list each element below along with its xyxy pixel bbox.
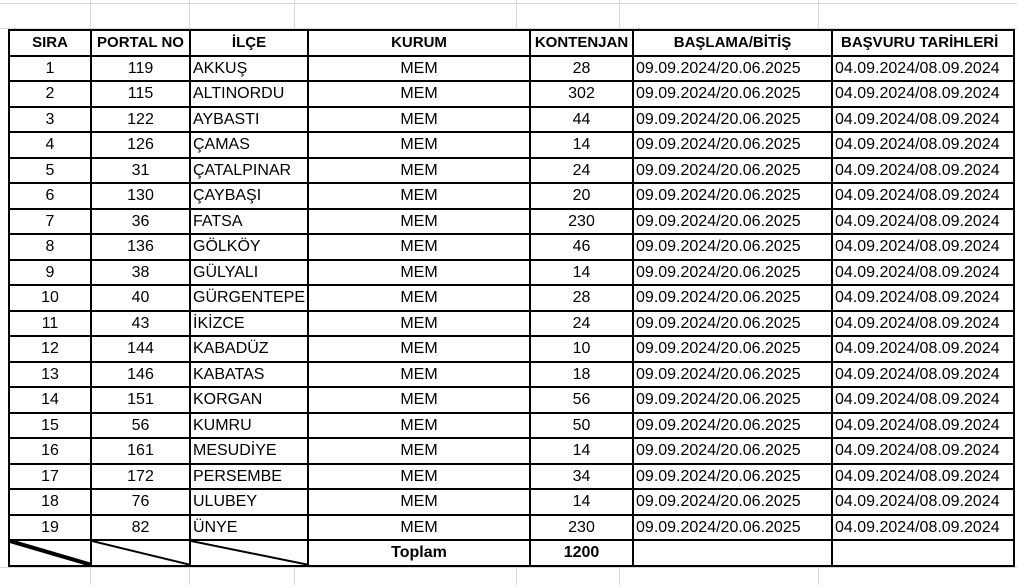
header-portal-no[interactable]: PORTAL NO (91, 30, 190, 56)
cell-basvuru-tarihleri[interactable]: 04.09.2024/08.09.2024 (832, 183, 1014, 209)
cell-sira[interactable]: 10 (9, 285, 91, 311)
diagonal-line-icon (92, 541, 189, 565)
table-row (9, 464, 1014, 490)
header-kontenjan[interactable]: KONTENJAN (530, 30, 633, 56)
cell-portal-no[interactable]: 136 (91, 234, 190, 260)
total-label[interactable]: Toplam (308, 540, 530, 566)
cell-portal-no[interactable]: 76 (91, 489, 190, 515)
cell-portal-no[interactable]: 82 (91, 515, 190, 541)
cell-sira[interactable]: 9 (9, 260, 91, 286)
cell-kontenjan[interactable]: 230 (530, 209, 633, 235)
cell-sira[interactable]: 4 (9, 132, 91, 158)
cell-baslama-bitis[interactable]: 09.09.2024/20.06.2025 (633, 234, 832, 260)
cell-baslama-bitis[interactable]: 09.09.2024/20.06.2025 (633, 413, 832, 439)
cell-kurum[interactable]: MEM (308, 132, 530, 158)
cell-basvuru-tarihleri[interactable]: 04.09.2024/08.09.2024 (832, 260, 1014, 286)
cell-portal-no[interactable]: 115 (91, 81, 190, 107)
cell-kurum[interactable]: MEM (308, 107, 530, 133)
cell-basvuru-tarihleri[interactable]: 04.09.2024/08.09.2024 (832, 311, 1014, 337)
cell-kontenjan[interactable]: 18 (530, 362, 633, 388)
cell-kurum[interactable]: MEM (308, 464, 530, 490)
cell-ilce[interactable]: PERSEMBE (190, 464, 308, 490)
cell-baslama-bitis[interactable]: 09.09.2024/20.06.2025 (633, 81, 832, 107)
table-row (9, 209, 1014, 235)
cell-kontenjan[interactable]: 46 (530, 234, 633, 260)
cell-kontenjan[interactable]: 20 (530, 183, 633, 209)
cell-ilce[interactable]: MESUDİYE (190, 438, 308, 464)
table-row (9, 311, 1014, 337)
cell-ilce[interactable]: KABATAS (190, 362, 308, 388)
cell-kontenjan[interactable]: 28 (530, 56, 633, 82)
cell-kurum[interactable]: MEM (308, 285, 530, 311)
cell-kontenjan[interactable]: 24 (530, 311, 633, 337)
cell-sira[interactable]: 3 (9, 107, 91, 133)
cell-ilce[interactable]: KABADÜZ (190, 336, 308, 362)
cell-baslama-bitis[interactable]: 09.09.2024/20.06.2025 (633, 362, 832, 388)
cell-ilce[interactable]: GÖLKÖY (190, 234, 308, 260)
cell-kurum[interactable]: MEM (308, 515, 530, 541)
cell-kurum[interactable]: MEM (308, 336, 530, 362)
cell-baslama-bitis[interactable]: 09.09.2024/20.06.2025 (633, 56, 832, 82)
cell-sira[interactable]: 11 (9, 311, 91, 337)
table-row (9, 336, 1014, 362)
cell-baslama-bitis[interactable]: 09.09.2024/20.06.2025 (633, 489, 832, 515)
table-row (9, 387, 1014, 413)
cell-baslama-bitis[interactable]: 09.09.2024/20.06.2025 (633, 285, 832, 311)
cell-ilce[interactable]: ÜNYE (190, 515, 308, 541)
header-basvuru-tarihleri[interactable]: BAŞVURU TARİHLERİ (832, 30, 1014, 56)
cell-sira[interactable]: 15 (9, 413, 91, 439)
cell-ilce[interactable]: GÜLYALI (190, 260, 308, 286)
table-row (9, 107, 1014, 133)
cell-portal-no[interactable]: 126 (91, 132, 190, 158)
cell-basvuru-tarihleri[interactable]: 04.09.2024/08.09.2024 (832, 132, 1014, 158)
cell-sira[interactable]: 1 (9, 56, 91, 82)
cell-ilce[interactable]: ALTINORDU (190, 81, 308, 107)
table-row (9, 81, 1014, 107)
cell-kontenjan[interactable]: 10 (530, 336, 633, 362)
cell-basvuru-tarihleri[interactable]: 04.09.2024/08.09.2024 (832, 336, 1014, 362)
cell-kurum[interactable]: MEM (308, 438, 530, 464)
cell-portal-no[interactable]: 36 (91, 209, 190, 235)
cell-baslama-bitis[interactable]: 09.09.2024/20.06.2025 (633, 311, 832, 337)
table-row (9, 56, 1014, 82)
cell-sira[interactable]: 2 (9, 81, 91, 107)
header-baslama-bitis[interactable]: BAŞLAMA/BİTİŞ (633, 30, 832, 56)
cell-sira[interactable]: 17 (9, 464, 91, 490)
cell-portal-no[interactable]: 56 (91, 413, 190, 439)
cell-baslama-bitis[interactable]: 09.09.2024/20.06.2025 (633, 132, 832, 158)
header-sira[interactable]: SIRA (9, 30, 91, 56)
total-row (9, 540, 1014, 566)
total-value[interactable]: 1200 (530, 540, 633, 566)
cell-kontenjan[interactable]: 14 (530, 438, 633, 464)
cell-kurum[interactable]: MEM (308, 183, 530, 209)
total-empty-cell-sira[interactable] (9, 540, 91, 566)
cell-basvuru-tarihleri[interactable]: 04.09.2024/08.09.2024 (832, 464, 1014, 490)
total-empty-cell-portal[interactable] (91, 540, 190, 566)
cell-sira[interactable]: 8 (9, 234, 91, 260)
cell-basvuru-tarihleri[interactable]: 04.09.2024/08.09.2024 (832, 107, 1014, 133)
cell-kontenjan[interactable]: 56 (530, 387, 633, 413)
cell-portal-no[interactable]: 40 (91, 285, 190, 311)
cell-ilce[interactable]: AYBASTI (190, 107, 308, 133)
cell-kontenjan[interactable]: 28 (530, 285, 633, 311)
cell-kontenjan[interactable]: 44 (530, 107, 633, 133)
cell-portal-no[interactable]: 31 (91, 158, 190, 184)
table-row (9, 132, 1014, 158)
header-ilce[interactable]: İLÇE (190, 30, 308, 56)
cell-sira[interactable]: 6 (9, 183, 91, 209)
total-empty-cell-baslama[interactable] (633, 540, 832, 566)
cell-baslama-bitis[interactable]: 09.09.2024/20.06.2025 (633, 515, 832, 541)
cell-sira[interactable]: 12 (9, 336, 91, 362)
table-row (9, 362, 1014, 388)
cell-basvuru-tarihleri[interactable]: 04.09.2024/08.09.2024 (832, 489, 1014, 515)
cell-basvuru-tarihleri[interactable]: 04.09.2024/08.09.2024 (832, 438, 1014, 464)
cell-basvuru-tarihleri[interactable]: 04.09.2024/08.09.2024 (832, 81, 1014, 107)
cell-kurum[interactable]: MEM (308, 387, 530, 413)
table-row (9, 183, 1014, 209)
cell-kontenjan[interactable]: 302 (530, 81, 633, 107)
header-row (9, 30, 1014, 56)
cell-ilce[interactable]: KORGAN (190, 387, 308, 413)
cell-kurum[interactable]: MEM (308, 56, 530, 82)
cell-basvuru-tarihleri[interactable]: 04.09.2024/08.09.2024 (832, 158, 1014, 184)
cell-portal-no[interactable]: 144 (91, 336, 190, 362)
header-kurum[interactable]: KURUM (308, 30, 530, 56)
total-empty-cell-basvuru[interactable] (832, 540, 1014, 566)
cell-ilce[interactable]: KUMRU (190, 413, 308, 439)
diagonal-line-icon (191, 541, 307, 565)
cell-baslama-bitis[interactable]: 09.09.2024/20.06.2025 (633, 183, 832, 209)
cell-ilce[interactable]: ÇATALPINAR (190, 158, 308, 184)
cell-sira[interactable]: 18 (9, 489, 91, 515)
cell-basvuru-tarihleri[interactable]: 04.09.2024/08.09.2024 (832, 387, 1014, 413)
cell-portal-no[interactable]: 43 (91, 311, 190, 337)
diagonal-line-icon (10, 541, 90, 565)
cell-ilce[interactable]: ÇAYBAŞI (190, 183, 308, 209)
cell-kontenjan[interactable]: 14 (530, 489, 633, 515)
cell-kontenjan[interactable]: 50 (530, 413, 633, 439)
cell-ilce[interactable]: GÜRGENTEPE (190, 285, 308, 311)
cell-basvuru-tarihleri[interactable]: 04.09.2024/08.09.2024 (832, 413, 1014, 439)
table-row (9, 489, 1014, 515)
cell-kurum[interactable]: MEM (308, 260, 530, 286)
table-row (9, 285, 1014, 311)
total-empty-cell-ilce[interactable] (190, 540, 308, 566)
cell-sira[interactable]: 14 (9, 387, 91, 413)
table-row (9, 438, 1014, 464)
cell-kontenjan[interactable]: 24 (530, 158, 633, 184)
cell-basvuru-tarihleri[interactable]: 04.09.2024/08.09.2024 (832, 234, 1014, 260)
cell-portal-no[interactable]: 119 (91, 56, 190, 82)
cell-kurum[interactable]: MEM (308, 158, 530, 184)
cell-kurum[interactable]: MEM (308, 413, 530, 439)
cell-basvuru-tarihleri[interactable]: 04.09.2024/08.09.2024 (832, 209, 1014, 235)
cell-baslama-bitis[interactable]: 09.09.2024/20.06.2025 (633, 336, 832, 362)
cell-kurum[interactable]: MEM (308, 209, 530, 235)
cell-kontenjan[interactable]: 14 (530, 132, 633, 158)
cell-sira[interactable]: 7 (9, 209, 91, 235)
cell-basvuru-tarihleri[interactable]: 04.09.2024/08.09.2024 (832, 515, 1014, 541)
cell-kurum[interactable]: MEM (308, 311, 530, 337)
cell-baslama-bitis[interactable]: 09.09.2024/20.06.2025 (633, 387, 832, 413)
table-row (9, 260, 1014, 286)
cell-kontenjan[interactable]: 34 (530, 464, 633, 490)
table-row (9, 413, 1014, 439)
cell-ilce[interactable]: İKİZCE (190, 311, 308, 337)
cell-baslama-bitis[interactable]: 09.09.2024/20.06.2025 (633, 464, 832, 490)
cell-kurum[interactable]: MEM (308, 362, 530, 388)
cell-sira[interactable]: 5 (9, 158, 91, 184)
cell-baslama-bitis[interactable]: 09.09.2024/20.06.2025 (633, 158, 832, 184)
cell-basvuru-tarihleri[interactable]: 04.09.2024/08.09.2024 (832, 362, 1014, 388)
cell-baslama-bitis[interactable]: 09.09.2024/20.06.2025 (633, 260, 832, 286)
cell-sira[interactable]: 19 (9, 515, 91, 541)
cell-ilce[interactable]: FATSA (190, 209, 308, 235)
cell-portal-no[interactable]: 146 (91, 362, 190, 388)
cell-basvuru-tarihleri[interactable]: 04.09.2024/08.09.2024 (832, 56, 1014, 82)
cell-ilce[interactable]: ULUBEY (190, 489, 308, 515)
table-row (9, 158, 1014, 184)
cell-kurum[interactable]: MEM (308, 489, 530, 515)
cell-baslama-bitis[interactable]: 09.09.2024/20.06.2025 (633, 438, 832, 464)
cell-portal-no[interactable]: 151 (91, 387, 190, 413)
cell-sira[interactable]: 16 (9, 438, 91, 464)
table-body (9, 56, 1014, 541)
table-row (9, 515, 1014, 541)
cell-basvuru-tarihleri[interactable]: 04.09.2024/08.09.2024 (832, 285, 1014, 311)
cell-ilce[interactable]: ÇAMAS (190, 132, 308, 158)
cell-portal-no[interactable]: 122 (91, 107, 190, 133)
cell-baslama-bitis[interactable]: 09.09.2024/20.06.2025 (633, 107, 832, 133)
cell-portal-no[interactable]: 172 (91, 464, 190, 490)
data-table (8, 29, 1015, 567)
cell-kurum[interactable]: MEM (308, 234, 530, 260)
cell-kontenjan[interactable]: 14 (530, 260, 633, 286)
cell-portal-no[interactable]: 38 (91, 260, 190, 286)
cell-ilce[interactable]: AKKUŞ (190, 56, 308, 82)
table-row (9, 234, 1014, 260)
cell-portal-no[interactable]: 130 (91, 183, 190, 209)
cell-kontenjan[interactable]: 230 (530, 515, 633, 541)
cell-baslama-bitis[interactable]: 09.09.2024/20.06.2025 (633, 209, 832, 235)
cell-sira[interactable]: 13 (9, 362, 91, 388)
cell-kurum[interactable]: MEM (308, 81, 530, 107)
cell-portal-no[interactable]: 161 (91, 438, 190, 464)
